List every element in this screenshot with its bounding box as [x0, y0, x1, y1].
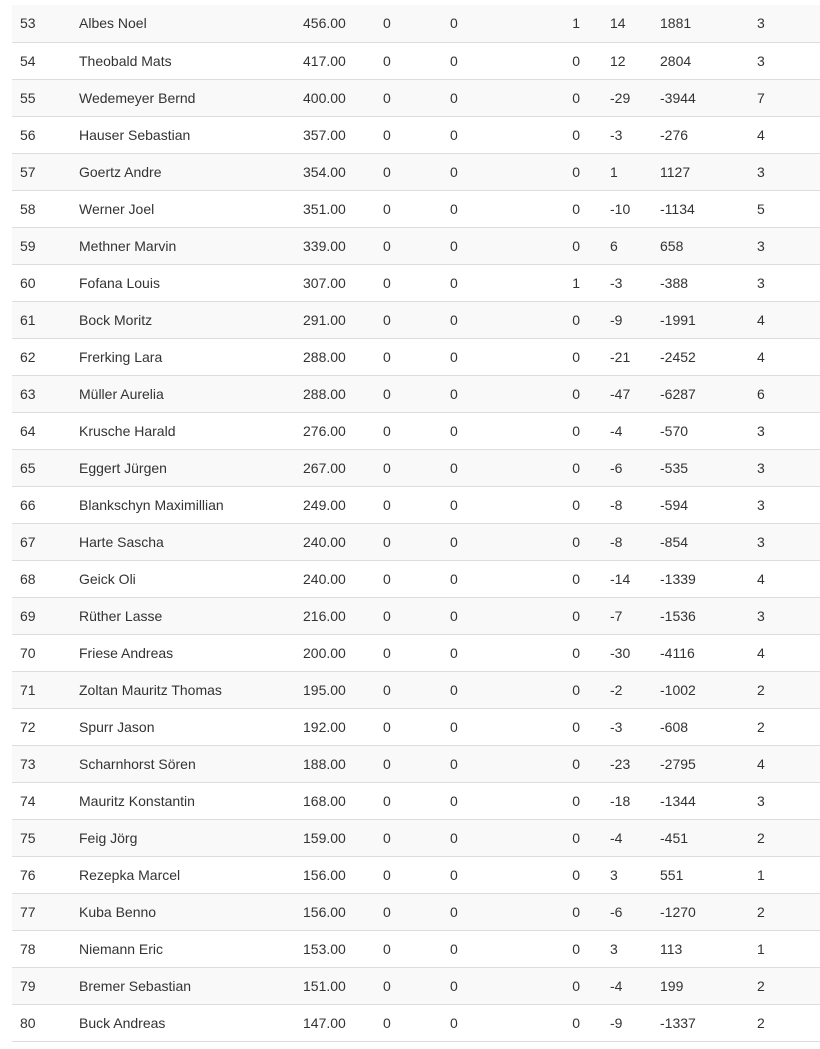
- player-name-cell: Theobald Mats: [79, 42, 303, 79]
- points-cell: 354.00: [303, 153, 383, 190]
- stat-e-cell: -3944: [660, 79, 757, 116]
- stat-e-cell: -1134: [660, 190, 757, 227]
- stat-e-cell: 2804: [660, 42, 757, 79]
- rank-cell: 64: [12, 412, 79, 449]
- stat-a-cell: 0: [383, 1004, 450, 1041]
- rank-cell: 73: [12, 745, 79, 782]
- stat-c-cell: 0: [550, 42, 580, 79]
- stat-f-cell: 3: [757, 264, 820, 301]
- stat-a-cell: 0: [383, 79, 450, 116]
- points-cell: 192.00: [303, 708, 383, 745]
- points-cell: 276.00: [303, 412, 383, 449]
- stat-e-cell: -608: [660, 708, 757, 745]
- stat-c-cell: 0: [550, 671, 580, 708]
- rank-cell: 53: [12, 5, 79, 42]
- table-row: [12, 634, 820, 671]
- standings-table: [12, 5, 820, 1042]
- stat-c-cell: 0: [550, 116, 580, 153]
- player-name-cell: Blankschyn Maximillian: [79, 486, 303, 523]
- stat-a-cell: 0: [383, 708, 450, 745]
- rank-cell: 78: [12, 930, 79, 967]
- table-row: [12, 42, 820, 79]
- table-row: [12, 338, 820, 375]
- stat-c-cell: 0: [550, 930, 580, 967]
- stat-b-cell: 0: [450, 634, 550, 671]
- stat-a-cell: 0: [383, 338, 450, 375]
- points-cell: 168.00: [303, 782, 383, 819]
- standings-table-body: [12, 5, 820, 1041]
- stat-e-cell: -4116: [660, 634, 757, 671]
- stat-a-cell: 0: [383, 5, 450, 42]
- points-cell: 240.00: [303, 560, 383, 597]
- rank-cell: 79: [12, 967, 79, 1004]
- stat-f-cell: 3: [757, 782, 820, 819]
- stat-b-cell: 0: [450, 782, 550, 819]
- table-row: [12, 930, 820, 967]
- stat-b-cell: 0: [450, 264, 550, 301]
- stat-a-cell: 0: [383, 153, 450, 190]
- stat-d-cell: -7: [580, 597, 660, 634]
- stat-c-cell: 0: [550, 634, 580, 671]
- stat-f-cell: 1: [757, 930, 820, 967]
- player-name-cell: Hauser Sebastian: [79, 116, 303, 153]
- stat-c-cell: 0: [550, 708, 580, 745]
- stat-c-cell: 0: [550, 486, 580, 523]
- stat-d-cell: -30: [580, 634, 660, 671]
- stat-d-cell: -6: [580, 893, 660, 930]
- stat-e-cell: -1339: [660, 560, 757, 597]
- rank-cell: 66: [12, 486, 79, 523]
- rank-cell: 71: [12, 671, 79, 708]
- stat-b-cell: 0: [450, 597, 550, 634]
- table-row: [12, 597, 820, 634]
- rank-cell: 67: [12, 523, 79, 560]
- stat-f-cell: 3: [757, 5, 820, 42]
- rank-cell: 80: [12, 1004, 79, 1041]
- stat-a-cell: 0: [383, 745, 450, 782]
- stat-b-cell: 0: [450, 930, 550, 967]
- stat-e-cell: 551: [660, 856, 757, 893]
- points-cell: 147.00: [303, 1004, 383, 1041]
- table-row: [12, 449, 820, 486]
- player-name-cell: Spurr Jason: [79, 708, 303, 745]
- stat-b-cell: 0: [450, 893, 550, 930]
- stat-e-cell: -276: [660, 116, 757, 153]
- player-name-cell: Methner Marvin: [79, 227, 303, 264]
- stat-c-cell: 0: [550, 597, 580, 634]
- player-name-cell: Kuba Benno: [79, 893, 303, 930]
- stat-e-cell: -1536: [660, 597, 757, 634]
- stat-f-cell: 3: [757, 449, 820, 486]
- stat-e-cell: 199: [660, 967, 757, 1004]
- stat-a-cell: 0: [383, 116, 450, 153]
- stat-c-cell: 0: [550, 523, 580, 560]
- stat-c-cell: 0: [550, 856, 580, 893]
- player-name-cell: Bock Moritz: [79, 301, 303, 338]
- stat-e-cell: -1270: [660, 893, 757, 930]
- table-row: [12, 5, 820, 42]
- stat-c-cell: 0: [550, 782, 580, 819]
- stat-a-cell: 0: [383, 190, 450, 227]
- player-name-cell: Goertz Andre: [79, 153, 303, 190]
- table-row: [12, 819, 820, 856]
- player-name-cell: Krusche Harald: [79, 412, 303, 449]
- stat-e-cell: -451: [660, 819, 757, 856]
- rank-cell: 58: [12, 190, 79, 227]
- stat-b-cell: 0: [450, 375, 550, 412]
- rank-cell: 75: [12, 819, 79, 856]
- player-name-cell: Zoltan Mauritz Thomas: [79, 671, 303, 708]
- stat-b-cell: 0: [450, 116, 550, 153]
- stat-a-cell: 0: [383, 227, 450, 264]
- rank-cell: 74: [12, 782, 79, 819]
- stat-a-cell: 0: [383, 967, 450, 1004]
- stat-d-cell: -4: [580, 819, 660, 856]
- table-row: [12, 153, 820, 190]
- stat-b-cell: 0: [450, 671, 550, 708]
- stat-f-cell: 3: [757, 227, 820, 264]
- points-cell: 159.00: [303, 819, 383, 856]
- points-cell: 291.00: [303, 301, 383, 338]
- stat-d-cell: -21: [580, 338, 660, 375]
- player-name-cell: Frerking Lara: [79, 338, 303, 375]
- stat-a-cell: 0: [383, 856, 450, 893]
- stat-c-cell: 0: [550, 819, 580, 856]
- stat-d-cell: -10: [580, 190, 660, 227]
- stat-d-cell: -8: [580, 486, 660, 523]
- stat-d-cell: -4: [580, 967, 660, 1004]
- stat-d-cell: -3: [580, 708, 660, 745]
- stat-d-cell: -9: [580, 1004, 660, 1041]
- stat-e-cell: 113: [660, 930, 757, 967]
- stat-f-cell: 2: [757, 967, 820, 1004]
- rank-cell: 59: [12, 227, 79, 264]
- stat-f-cell: 4: [757, 338, 820, 375]
- stat-a-cell: 0: [383, 523, 450, 560]
- rank-cell: 56: [12, 116, 79, 153]
- table-row: [12, 671, 820, 708]
- stat-b-cell: 0: [450, 449, 550, 486]
- stat-a-cell: 0: [383, 301, 450, 338]
- stat-b-cell: 0: [450, 856, 550, 893]
- stat-d-cell: 3: [580, 930, 660, 967]
- stat-c-cell: 0: [550, 893, 580, 930]
- table-row: [12, 745, 820, 782]
- stat-e-cell: -6287: [660, 375, 757, 412]
- stat-d-cell: -3: [580, 264, 660, 301]
- points-cell: 288.00: [303, 338, 383, 375]
- stat-b-cell: 0: [450, 745, 550, 782]
- stat-a-cell: 0: [383, 42, 450, 79]
- table-row: [12, 523, 820, 560]
- stat-e-cell: -854: [660, 523, 757, 560]
- stat-f-cell: 3: [757, 153, 820, 190]
- table-row: [12, 116, 820, 153]
- stat-d-cell: 14: [580, 5, 660, 42]
- stat-d-cell: -14: [580, 560, 660, 597]
- stat-a-cell: 0: [383, 264, 450, 301]
- stat-f-cell: 2: [757, 708, 820, 745]
- stat-d-cell: -29: [580, 79, 660, 116]
- stat-f-cell: 1: [757, 856, 820, 893]
- player-name-cell: Eggert Jürgen: [79, 449, 303, 486]
- player-name-cell: Rüther Lasse: [79, 597, 303, 634]
- points-cell: 456.00: [303, 5, 383, 42]
- player-name-cell: Werner Joel: [79, 190, 303, 227]
- stat-e-cell: -1991: [660, 301, 757, 338]
- stat-a-cell: 0: [383, 671, 450, 708]
- stat-c-cell: 1: [550, 264, 580, 301]
- points-cell: 195.00: [303, 671, 383, 708]
- stat-f-cell: 2: [757, 1004, 820, 1041]
- player-name-cell: Friese Andreas: [79, 634, 303, 671]
- stat-b-cell: 0: [450, 42, 550, 79]
- table-row: [12, 227, 820, 264]
- rank-cell: 69: [12, 597, 79, 634]
- stat-c-cell: 0: [550, 79, 580, 116]
- stat-e-cell: 658: [660, 227, 757, 264]
- stat-a-cell: 0: [383, 449, 450, 486]
- stat-d-cell: -3: [580, 116, 660, 153]
- stat-f-cell: 5: [757, 190, 820, 227]
- stat-c-cell: 1: [550, 5, 580, 42]
- table-row: [12, 412, 820, 449]
- stat-e-cell: -1337: [660, 1004, 757, 1041]
- stat-e-cell: -594: [660, 486, 757, 523]
- stat-b-cell: 0: [450, 338, 550, 375]
- player-name-cell: Müller Aurelia: [79, 375, 303, 412]
- table-row: [12, 1004, 820, 1041]
- player-name-cell: Albes Noel: [79, 5, 303, 42]
- table-row: [12, 375, 820, 412]
- stat-b-cell: 0: [450, 412, 550, 449]
- stat-f-cell: 3: [757, 597, 820, 634]
- player-name-cell: Niemann Eric: [79, 930, 303, 967]
- player-name-cell: Harte Sascha: [79, 523, 303, 560]
- rank-cell: 72: [12, 708, 79, 745]
- stat-c-cell: 0: [550, 560, 580, 597]
- stat-f-cell: 2: [757, 671, 820, 708]
- stat-f-cell: 4: [757, 634, 820, 671]
- player-name-cell: Bremer Sebastian: [79, 967, 303, 1004]
- stat-d-cell: -8: [580, 523, 660, 560]
- stat-f-cell: 2: [757, 893, 820, 930]
- points-cell: 200.00: [303, 634, 383, 671]
- stat-c-cell: 0: [550, 745, 580, 782]
- rank-cell: 76: [12, 856, 79, 893]
- stat-a-cell: 0: [383, 819, 450, 856]
- table-row: [12, 486, 820, 523]
- stat-a-cell: 0: [383, 597, 450, 634]
- rank-cell: 62: [12, 338, 79, 375]
- player-name-cell: Wedemeyer Bernd: [79, 79, 303, 116]
- stat-d-cell: 3: [580, 856, 660, 893]
- rank-cell: 77: [12, 893, 79, 930]
- points-cell: 417.00: [303, 42, 383, 79]
- stat-a-cell: 0: [383, 930, 450, 967]
- stat-d-cell: 6: [580, 227, 660, 264]
- points-cell: 188.00: [303, 745, 383, 782]
- player-name-cell: Feig Jörg: [79, 819, 303, 856]
- stat-a-cell: 0: [383, 486, 450, 523]
- points-cell: 249.00: [303, 486, 383, 523]
- points-cell: 357.00: [303, 116, 383, 153]
- stat-e-cell: 1127: [660, 153, 757, 190]
- rank-cell: 68: [12, 560, 79, 597]
- stat-f-cell: 6: [757, 375, 820, 412]
- points-cell: 307.00: [303, 264, 383, 301]
- table-row: [12, 264, 820, 301]
- player-name-cell: Rezepka Marcel: [79, 856, 303, 893]
- stat-f-cell: 4: [757, 116, 820, 153]
- stat-a-cell: 0: [383, 634, 450, 671]
- rank-cell: 61: [12, 301, 79, 338]
- stat-e-cell: -570: [660, 412, 757, 449]
- stat-d-cell: -47: [580, 375, 660, 412]
- table-row: [12, 893, 820, 930]
- stat-d-cell: -18: [580, 782, 660, 819]
- stat-c-cell: 0: [550, 967, 580, 1004]
- points-cell: 288.00: [303, 375, 383, 412]
- stat-e-cell: -1344: [660, 782, 757, 819]
- points-cell: 339.00: [303, 227, 383, 264]
- stat-c-cell: 0: [550, 412, 580, 449]
- stat-c-cell: 0: [550, 1004, 580, 1041]
- standings-table-container: [12, 5, 820, 1042]
- stat-e-cell: -535: [660, 449, 757, 486]
- stat-b-cell: 0: [450, 486, 550, 523]
- points-cell: 216.00: [303, 597, 383, 634]
- points-cell: 151.00: [303, 967, 383, 1004]
- stat-d-cell: 1: [580, 153, 660, 190]
- stat-e-cell: -2452: [660, 338, 757, 375]
- stat-b-cell: 0: [450, 79, 550, 116]
- stat-b-cell: 0: [450, 523, 550, 560]
- stat-b-cell: 0: [450, 560, 550, 597]
- rank-cell: 57: [12, 153, 79, 190]
- stat-d-cell: -2: [580, 671, 660, 708]
- stat-e-cell: -2795: [660, 745, 757, 782]
- stat-f-cell: 3: [757, 42, 820, 79]
- rank-cell: 70: [12, 634, 79, 671]
- stat-c-cell: 0: [550, 190, 580, 227]
- stat-b-cell: 0: [450, 967, 550, 1004]
- stat-b-cell: 0: [450, 190, 550, 227]
- stat-b-cell: 0: [450, 708, 550, 745]
- table-row: [12, 856, 820, 893]
- stat-b-cell: 0: [450, 819, 550, 856]
- stat-a-cell: 0: [383, 560, 450, 597]
- table-row: [12, 190, 820, 227]
- table-row: [12, 782, 820, 819]
- rank-cell: 63: [12, 375, 79, 412]
- rank-cell: 55: [12, 79, 79, 116]
- stat-f-cell: 2: [757, 819, 820, 856]
- stat-f-cell: 7: [757, 79, 820, 116]
- points-cell: 156.00: [303, 856, 383, 893]
- stat-b-cell: 0: [450, 227, 550, 264]
- stat-d-cell: 12: [580, 42, 660, 79]
- table-row: [12, 967, 820, 1004]
- stat-d-cell: -4: [580, 412, 660, 449]
- stat-d-cell: -6: [580, 449, 660, 486]
- player-name-cell: Scharnhorst Sören: [79, 745, 303, 782]
- stat-b-cell: 0: [450, 153, 550, 190]
- player-name-cell: Fofana Louis: [79, 264, 303, 301]
- rank-cell: 54: [12, 42, 79, 79]
- stat-a-cell: 0: [383, 375, 450, 412]
- table-row: [12, 560, 820, 597]
- stat-c-cell: 0: [550, 227, 580, 264]
- player-name-cell: Geick Oli: [79, 560, 303, 597]
- stat-f-cell: 4: [757, 301, 820, 338]
- stat-a-cell: 0: [383, 893, 450, 930]
- stat-c-cell: 0: [550, 338, 580, 375]
- stat-a-cell: 0: [383, 412, 450, 449]
- stat-c-cell: 0: [550, 153, 580, 190]
- player-name-cell: Buck Andreas: [79, 1004, 303, 1041]
- player-name-cell: Mauritz Konstantin: [79, 782, 303, 819]
- points-cell: 240.00: [303, 523, 383, 560]
- rank-cell: 60: [12, 264, 79, 301]
- table-row: [12, 708, 820, 745]
- stat-e-cell: -388: [660, 264, 757, 301]
- stat-a-cell: 0: [383, 782, 450, 819]
- stat-e-cell: -1002: [660, 671, 757, 708]
- stat-e-cell: 1881: [660, 5, 757, 42]
- points-cell: 351.00: [303, 190, 383, 227]
- stat-c-cell: 0: [550, 375, 580, 412]
- stat-d-cell: -9: [580, 301, 660, 338]
- stat-b-cell: 0: [450, 5, 550, 42]
- stat-f-cell: 3: [757, 486, 820, 523]
- stat-b-cell: 0: [450, 301, 550, 338]
- stat-b-cell: 0: [450, 1004, 550, 1041]
- stat-d-cell: -23: [580, 745, 660, 782]
- rank-cell: 65: [12, 449, 79, 486]
- points-cell: 400.00: [303, 79, 383, 116]
- table-row: [12, 79, 820, 116]
- stat-f-cell: 4: [757, 560, 820, 597]
- stat-f-cell: 3: [757, 523, 820, 560]
- stat-c-cell: 0: [550, 301, 580, 338]
- stat-c-cell: 0: [550, 449, 580, 486]
- points-cell: 267.00: [303, 449, 383, 486]
- table-row: [12, 301, 820, 338]
- points-cell: 153.00: [303, 930, 383, 967]
- stat-f-cell: 4: [757, 745, 820, 782]
- stat-f-cell: 3: [757, 412, 820, 449]
- points-cell: 156.00: [303, 893, 383, 930]
